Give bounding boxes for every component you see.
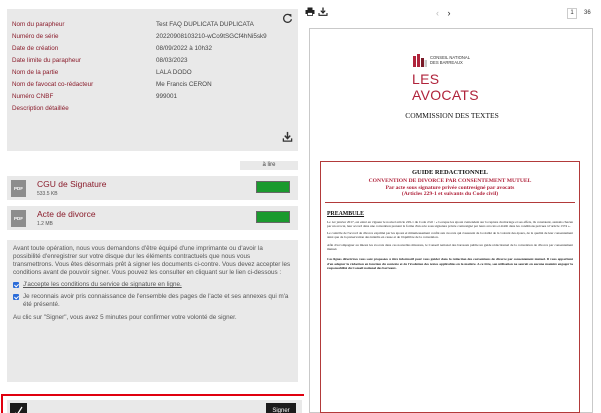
pdf-file-icon: PDF: [11, 210, 26, 227]
document-item-cgu[interactable]: [7, 176, 298, 200]
info-label: Numéro de série: [12, 33, 59, 40]
info-value: 08/03/2023: [156, 57, 188, 64]
info-value: Test FAQ DUPLICATA DUPLICATA: [156, 21, 254, 28]
preambule-paragraph: Le contrôle de l'accord de divorce exprimé par les époux et minutieusement confié aux avocats qui s'assurent de la réalité de la volonté des époux, de la qualité de leur consentement ainsi que de la préservation des intérêts en cause et de l'équilibre de la convention.: [327, 231, 573, 240]
print-icon[interactable]: [305, 8, 318, 18]
page-number-input[interactable]: 1: [567, 8, 577, 19]
info-label: Numéro CNBF: [12, 93, 54, 100]
guide-subtitle: CONVENTION DE DIVORCE PAR CONSENTEMENT MUTUEL Par acte sous signature privée contresigné par avocats (Articles 229-1 et suivants du Code civil): [368, 178, 532, 197]
info-value: 999001: [156, 93, 178, 100]
info-row-creation: [12, 45, 213, 53]
page-nav: [436, 8, 451, 18]
download-icon[interactable]: [318, 8, 328, 18]
read-progress-bar: [256, 181, 290, 193]
guide-box: [320, 161, 580, 413]
preambule-disclaimer: Ces lignes directrices vous sont proposées à titre informatif pour vous guider dans la rédaction des conventions de divorce par consentement mutuel. Il vous appartient d'en adapter la rédaction en fonction du contexte et de l'évolution des textes applicables en la matière. A ce titre, son utilisation ne saurait en aucune manière engager la responsabilité du Conseil national des barreaux.: [327, 257, 573, 270]
info-label: Nom de la partie: [12, 69, 59, 76]
sign-bar: [1, 394, 308, 413]
preambule-paragraph: Afin d'accompagner au mieux les avocats dans ces nouvelles missions, le Conseil national des barreaux publie un guide rédactionnel de la convention de divorce par consentement mutuel.: [327, 242, 573, 251]
acknowledge-label: Je reconnais avoir pris connaissance de l'ensemble des pages de l'acte et ses annexes qui m'a été présenté.: [23, 293, 289, 308]
accept-conditions-link[interactable]: J'accepte les conditions du service de signature en ligne.: [23, 281, 182, 288]
document-title[interactable]: Acte de divorce: [37, 209, 96, 219]
viewer-toolbar: [305, 7, 328, 18]
download-icon[interactable]: [282, 129, 293, 147]
signature-pen-icon[interactable]: [10, 403, 27, 413]
previous-page-icon[interactable]: ‹: [436, 8, 439, 18]
info-label: Nom de favocat co-rédacteur: [12, 81, 94, 88]
info-row-avocat: [12, 81, 212, 89]
info-label: Date limite du parapheur: [12, 57, 81, 64]
document-size: 533.5 KB: [37, 191, 58, 197]
info-row-description: [12, 105, 69, 113]
divider: [325, 202, 575, 203]
document-viewer-panel: [304, 0, 601, 413]
consent-footer: Au clic sur "Signer", vous avez 5 minutes pour confirmer votre volonté de signer.: [13, 314, 237, 321]
accept-conditions-row[interactable]: [13, 281, 292, 289]
preambule-paragraph: Le 1er janvier 2017, est entré en vigueur le nouvel article 229-1 du Code civil : « Lorsque les époux s'entendent sur la rupture du mariage et ses effets, ils constatent, assistés chacun par un avocat, leur accord dans une convention prenant la forme d'un acte sous signature privée contresigné par leurs avocats et établi dans les conditions prévues à l'article 1374 ».: [327, 219, 573, 228]
les-avocats-wordmark: LES AVOCATS: [412, 71, 479, 103]
info-row-cnbf: [12, 93, 178, 101]
cnb-logo-caption: CONSEIL NATIONAL DES BARREAUX: [430, 55, 471, 65]
info-label: Date de création: [12, 45, 59, 52]
document-size: 1.2 MB: [37, 221, 53, 227]
info-value: LALA DODO: [156, 69, 192, 76]
commission-heading: COMMISSION DES TEXTES: [405, 111, 499, 120]
info-value: Me Francis CERON: [156, 81, 212, 88]
sign-button[interactable]: Signer: [266, 403, 296, 413]
info-value: 20220908103210-wCo9tSGCf4hNi5sk9: [156, 33, 267, 40]
info-row-nom: [12, 21, 254, 29]
read-progress-bar: [256, 211, 290, 223]
document-title[interactable]: CGU de Signature: [37, 179, 107, 189]
guide-title: GUIDE REDACTIONNEL: [411, 169, 489, 176]
info-row-serie: [12, 33, 267, 41]
left-panel: [0, 0, 300, 413]
status-badge: à lire: [240, 161, 298, 170]
acknowledge-checkbox[interactable]: [13, 294, 19, 300]
pdf-page: [309, 28, 593, 413]
consent-paragraph: Avant toute opération, nous vous demandons d'être équipé d'une imprimante ou d'avoir la possibilité d'enregistrer sur votre disque dur les éléments contractuels que nous vous transmettrons. Vous êtes désormais prêt à signer les documents ci-contre. Vous devez accepter les conditions avant de pouvoir signer. Vous pouvez les consulter en cliquant sur le lien ci-dessous :: [13, 245, 291, 276]
cnb-logo-mark: [412, 53, 428, 69]
info-row-limite: [12, 57, 188, 65]
document-item-acte[interactable]: [7, 206, 298, 230]
pdf-file-icon: PDF: [11, 180, 26, 197]
acknowledge-row[interactable]: [13, 293, 292, 309]
next-page-icon[interactable]: ›: [447, 8, 451, 18]
info-label: Nom du parapheur: [12, 21, 65, 28]
consent-panel: [7, 240, 298, 382]
preambule-heading: PREAMBULE: [327, 210, 365, 217]
refresh-icon[interactable]: [282, 13, 293, 27]
sign-bar-inner: [7, 400, 302, 413]
info-value: 08/09/2022 à 10h32: [156, 45, 213, 52]
info-label: Description détaillée: [12, 105, 69, 112]
page-total: 36: [584, 10, 591, 16]
accept-conditions-checkbox[interactable]: [13, 282, 19, 288]
cnb-logo: [410, 51, 490, 103]
info-row-partie: [12, 69, 192, 77]
parapheur-info-panel: [7, 9, 298, 151]
